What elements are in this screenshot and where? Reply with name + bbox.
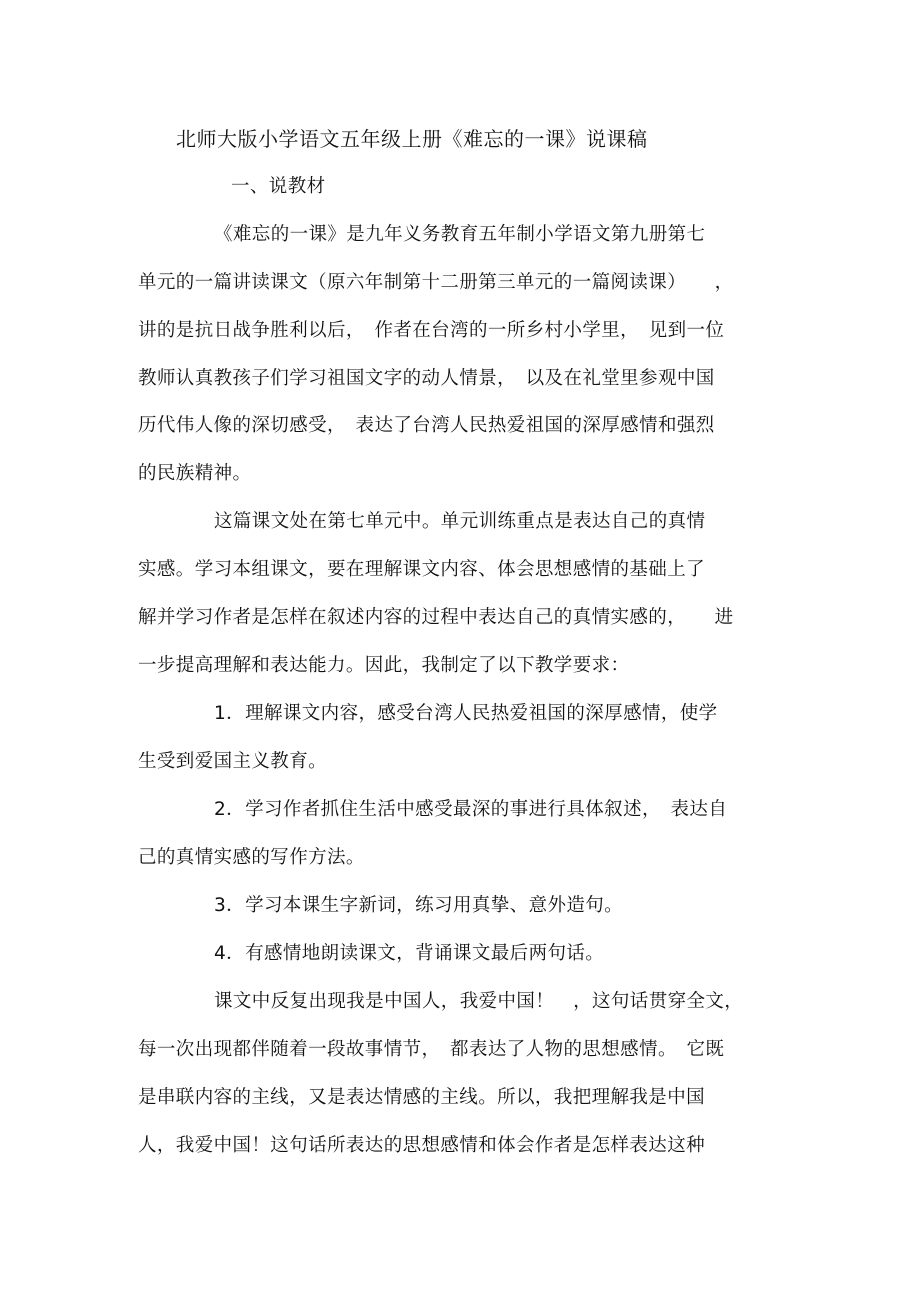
paragraph-line: 这篇课文处在第七单元中。单元训练重点是表达自己的真情 <box>214 511 706 532</box>
paragraph-line: 《难忘的一课》是九年义务教育五年制小学语文第九册第七 <box>214 224 706 245</box>
paragraph-line: 实感。学习本组课文，要在理解课文内容、体会思想感情的基础上了 <box>138 559 706 580</box>
paragraph-line: 是串联内容的主线，又是表达情感的主线。所以，我把理解我是中国 <box>138 1087 706 1108</box>
paragraph-line: 历代伟人像的深切感受， 表达了台湾人民热爱祖国的深厚感情和强烈 <box>138 415 715 436</box>
paragraph-line: 讲的是抗日战争胜利以后， 作者在台湾的一所乡村小学里， 见到一位 <box>138 320 725 341</box>
list-item: 3．学习本课生字新词，练习用真挚、意外造句。 <box>214 895 624 916</box>
paragraph-line: 人，我爱中国！这句话所表达的思想感情和体会作者是怎样表达这种 <box>138 1135 706 1156</box>
list-item: 1．理解课文内容，感受台湾人民热爱祖国的深厚感情，使学 <box>214 703 718 724</box>
paragraph-line: 己的真情实感的写作方法。 <box>138 847 365 868</box>
paragraph-line: 解并学习作者是怎样在叙述内容的过程中表达自己的真情实感的， 进 <box>138 607 734 628</box>
list-item: 2．学习作者抓住生活中感受最深的事进行具体叙述， 表达自 <box>214 799 728 820</box>
paragraph-line: 生受到爱国主义教育。 <box>138 751 328 772</box>
paragraph-line: 每一次出现都伴随着一段故事情节， 都表达了人物的思想感情。 它既 <box>138 1039 725 1060</box>
paragraph-line: 课文中反复出现我是中国人，我爱中国！ ，这句话贯穿全文， <box>214 991 744 1012</box>
paragraph-line: 的民族精神。 <box>138 463 252 484</box>
paragraph-line: 单元的一篇讲读课文（原六年制第十二册第三单元的一篇阅读课） ， <box>138 272 734 293</box>
paragraph-line: 教师认真教孩子们学习祖国文字的动人情景， 以及在礼堂里参观中国 <box>138 368 715 389</box>
list-item: 4．有感情地朗读课文，背诵课文最后两句话。 <box>214 943 605 964</box>
section-heading: 一、说教材 <box>231 176 326 197</box>
paragraph-line: 一步提高理解和表达能力。因此，我制定了以下教学要求： <box>138 655 630 676</box>
document-title: 北师大版小学语文五年级上册《难忘的一课》说课稿 <box>176 127 648 151</box>
